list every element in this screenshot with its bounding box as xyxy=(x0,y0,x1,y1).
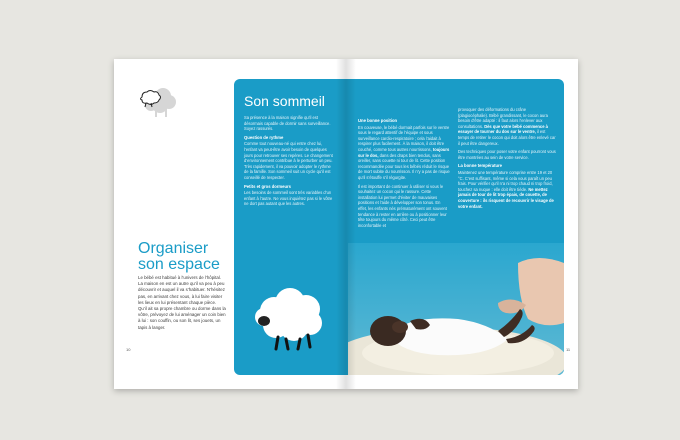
paragraph xyxy=(458,107,556,146)
magazine-spread xyxy=(114,59,578,389)
text-column-3 xyxy=(458,107,556,212)
left-page-title xyxy=(138,241,238,273)
text-column-1 xyxy=(244,115,334,210)
text-column-2 xyxy=(358,115,450,231)
paragraph: Les besoins de sommeil sont très variables d’un enfant à l’autre. Ne vous inquiétez pas si le vôtre ne dort pas autant que les autres. xyxy=(244,190,333,207)
baby-photo xyxy=(348,243,564,375)
subheading: Une bonne position xyxy=(358,118,398,123)
right-page-title: Son sommeil xyxy=(244,93,325,109)
sheep-icon xyxy=(136,85,180,119)
page-number-left: 10 xyxy=(126,347,131,352)
paragraph-text: Maintenez une température comprise entre 19 et 20 °C. C’est suffisant, même si cela vous paraît un peu frais. Pour vérifier qu’il n’a ni trop chaud ni trop froid, touchez sa nuque : elle doit être tiède. xyxy=(458,169,553,192)
paragraph xyxy=(458,170,556,209)
paragraph-text: il est temps de retirer le cocon qui doit alors être enlevé car il peut être dangereux. xyxy=(458,129,556,146)
paragraph-bold: toujours sur le dos, xyxy=(358,146,450,158)
paragraph-text: En couveuse, le bébé dormait parfois sur le ventre sous le regard attentif de l’équipe et sous surveillance cardio-respiratoire ; cela l’aidait à respirer plus facilement. À la maison, il doit être couché, comme tous autres nourrissons, xyxy=(358,124,450,152)
paragraph: Comme tout nouveau-né qui entre chez lui, l’enfant va peut-être avoir besoin de quelques jours pour retrouver ses repères. Le changement d’environnement contribue à le perturber un peu. Très rapidement, il va pouvoir adopter le rythme de la famille. Son sommeil suit un cycle qu’il est conseillé de respecter. xyxy=(244,141,333,180)
page-number-right: 11 xyxy=(566,347,571,352)
paragraph-text: provoquer des déformations du crâne (plagiocéphalie). Bébé grandissant, le cocon aura besoin d’être adapté : il faut alors l’enlever aux consultations. xyxy=(458,107,548,129)
paragraph-bold: Dès que votre bébé commence à essayer de tourner du dos sur le ventre, xyxy=(458,123,548,135)
title-line-1: Organiser xyxy=(138,240,209,257)
paragraph xyxy=(358,125,450,181)
sheep-icon xyxy=(252,285,328,353)
paragraph-text: dans des draps bien tendus, sans oreiller, sans couette ni tour de lit. Cette position recommandée pour tous les bébés réduit le risque de mort subite du nourrisson. Il n’y a pas de risque qu’il s’étouffe s’il régurgite. xyxy=(358,152,450,180)
paragraph-bold: Ne mettez jamais de tour de lit trop épais, de couette, de couverture : ils risquent de recouvrir le visage de votre enfant. xyxy=(458,186,554,209)
left-page-body: Le bébé est habitué à l’univers de l’hôpital. La maison en est un autre qu’il va peu à peu découvrir et auquel il va s’habituer. N’hésitez pas, en arrivant chez vous, à lui faire visiter les lieux en lui présentant chaque pièce. Qu’il ait sa propre chambre ou dorme dans la vôtre, prévoyez de lui aménager un coin bien à lui : son couffin, ou son lit, ses jouets, un tapis à langer. xyxy=(138,275,226,330)
title-line-2: son espace xyxy=(138,256,220,273)
subheading: La bonne température xyxy=(458,163,502,169)
paragraph: Il est important de continuer à utiliser si vous le souhaitez un cocon qui le rassure. Cette installation lui permet d’éviter de mauvaises positions et l’aide à développer son tonus. En effet, les enfants nés prématurément ont souvent tendance à rester en arrière ou à positionner leur tête toujours du même côté. Ceci peut être inconfortable et xyxy=(358,183,447,228)
paragraph: Des techniques pour poser votre enfant pourront vous être montrées au sein de votre service. xyxy=(458,149,556,160)
subheading: Question de rythme xyxy=(244,134,284,140)
intro-paragraph: Sa présence à la maison signifie qu’il est désormais capable de dormir sans surveillance. Soyez rassurés. xyxy=(244,115,331,132)
subheading: Petits et gros dormeurs xyxy=(244,183,292,189)
